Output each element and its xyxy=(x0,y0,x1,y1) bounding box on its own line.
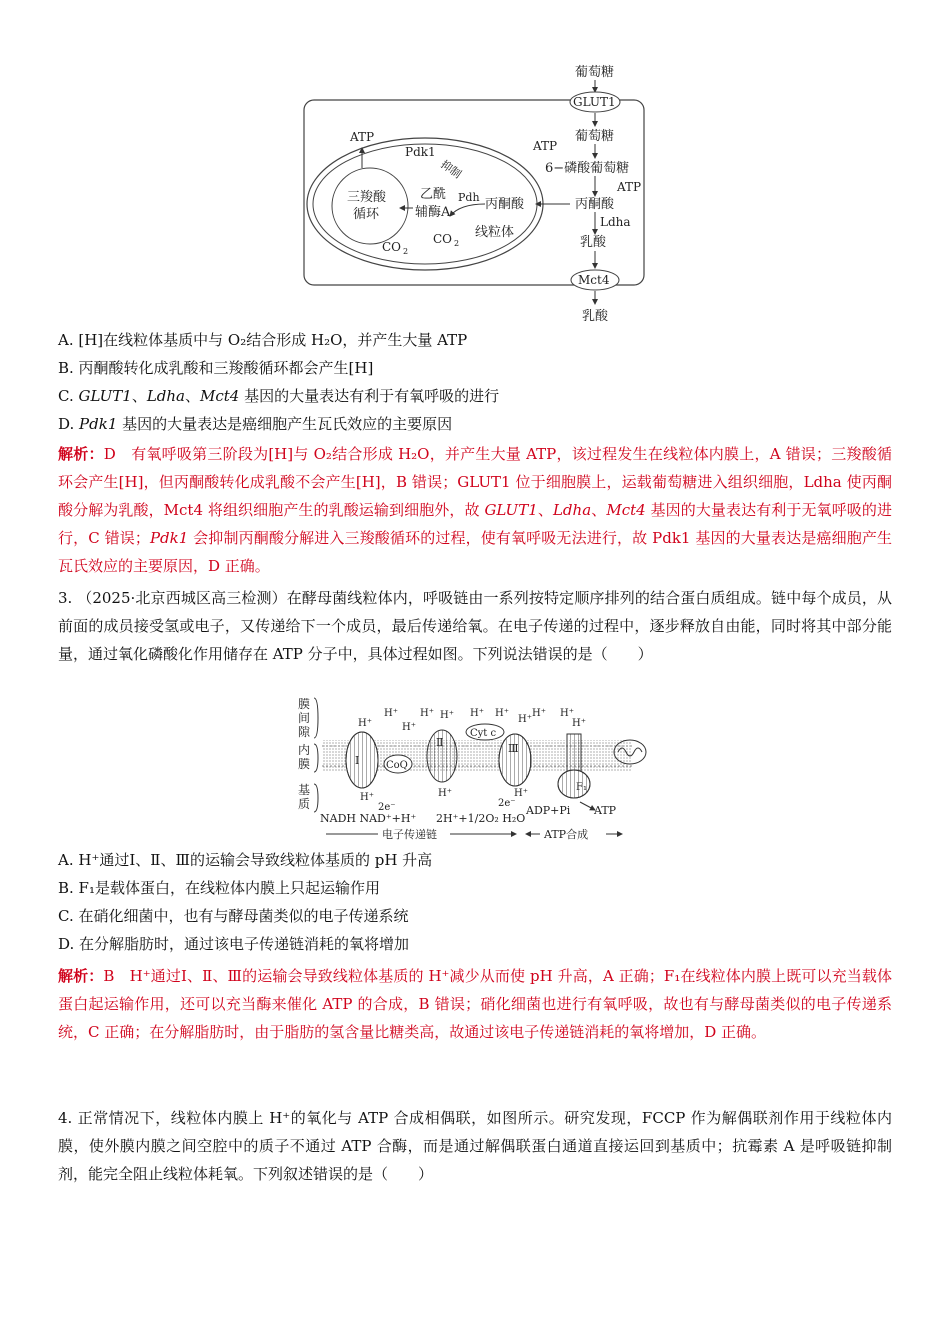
atp-produced: ATP xyxy=(617,180,642,194)
acetyl-line1: 乙酰 xyxy=(420,187,447,202)
q3-stem: 3. （2025·北京西城区高三检测）在酵母菌线粒体内，呼吸链由一系列按特定顺序排列的结合蛋白质组成。链中每个成员，从前面的成员接受氢或电子，又传递给下一个成员，最后传递给氧。在电子传递的过程中，逐步释放自由能，同时将其中部分能量，通过氧化磷酸化作用储存在 ATP 分子中，具体过程如图。下列说法错误的是（ ） xyxy=(58,589,892,663)
h-5: H⁺ xyxy=(440,710,454,721)
q4-stem: 4. 正常情况下，线粒体内膜上 H⁺的氧化与 ATP 合成相偶联，如图所示。研究发现，FCCP 作为解偶联剂作用于线粒体内膜，使外膜内膜之间空腔中的质子不通过 ATP 合酶，而是通过解偶联蛋白通道直接运回到基质中；抗霉素 A 是呼吸链抑制剂，能完全阻止线粒体耗氧。下列叙述错误的是（ ） xyxy=(58,1109,892,1183)
complex-I-label: Ⅰ xyxy=(355,754,360,767)
e-label-1: 2e⁻ xyxy=(378,802,396,813)
co2-tca: CO xyxy=(382,240,402,254)
atp-tca: ATP xyxy=(350,130,375,144)
tca-cycle-circle xyxy=(332,168,408,244)
label-inner-2: 膜 xyxy=(298,757,311,771)
glucose-in: 葡萄糖 xyxy=(575,129,615,144)
h-2: H⁺ xyxy=(384,708,398,719)
pyruvate-mito: 丙酮酸 xyxy=(485,197,525,212)
tca-line1: 三羧酸 xyxy=(347,190,387,205)
e-label-2: 2e⁻ xyxy=(498,798,516,809)
g6p-label: 6−磷酸葡萄糖 xyxy=(545,161,630,176)
etc-label: 电子传递链 xyxy=(382,828,437,841)
lactate-in: 乳酸 xyxy=(580,235,607,250)
co2-pdh-sub: 2 xyxy=(454,239,460,248)
f1-label: F₁ xyxy=(576,782,587,793)
label-ims-1: 膜 xyxy=(298,697,311,711)
etc-svg xyxy=(290,694,660,844)
label-matrix-2: 质 xyxy=(298,797,311,811)
h-1: H⁺ xyxy=(358,718,372,729)
mct4-label: Mct4 xyxy=(578,273,610,287)
q3-option-d: D. 在分解脂肪时，通过该电子传递链消耗的氧将增加 xyxy=(58,935,410,953)
label-ims-2: 间 xyxy=(298,711,311,725)
q2-option-a: A. [H]在线粒体基质中与 O₂结合形成 H₂O，并产生大量 ATP xyxy=(58,331,468,349)
lactate-out: 乳酸 xyxy=(582,309,609,324)
h-7: H⁺ xyxy=(495,708,509,719)
atp-label: ATP xyxy=(594,804,617,817)
label-inner-1: 内 xyxy=(298,743,311,757)
complex-II-label: Ⅱ xyxy=(436,736,444,749)
h-10: H⁺ xyxy=(560,708,574,719)
h-9: H⁺ xyxy=(532,708,546,719)
acetyl-line2: 辅酶A xyxy=(415,205,451,220)
q3-option-c: C. 在硝化细菌中，也有与酵母菌类似的电子传递系统 xyxy=(58,907,409,925)
inhibit-label: 抑制 xyxy=(438,157,464,182)
atp-synthase-f0 xyxy=(567,734,581,772)
glut1-label: GLUT1 xyxy=(573,95,616,109)
glucose-top: 葡萄糖 xyxy=(575,65,615,80)
h-8: H⁺ xyxy=(518,714,532,725)
q2-option-d: D. Pdk1 基因的大量表达是癌细胞产生瓦氏效应的主要原因 xyxy=(58,415,453,433)
cyt-c-label: Cyt c xyxy=(470,728,497,739)
q3-answer: 解析：B H⁺通过Ⅰ、Ⅱ、Ⅲ的运输会导致线粒体基质的 H⁺减少从而使 pH 升高，A 正确；F₁在线粒体内膜上既可以充当载体蛋白起运输作用，还可以充当酶来催化 ATP 的合成，B 错误；硝化细菌也进行有氧呼吸，故也有与酵母菌类似的电子传递系统，C 正确；在分解脂肪时，由于脂肪的氢含量比糖类高，故通过该电子传递链消耗的氧将增加，D 正确。 xyxy=(58,967,892,1041)
coq-label: CoQ xyxy=(386,760,408,771)
q2-answer: 解析：D 有氧呼吸第三阶段为[H]与 O₂结合形成 H₂O，并产生大量 ATP，该过程发生在线粒体内膜上，A 错误；三羧酸循环会产生[H]，但丙酮酸转化成乳酸不会产生[H]，B 错误；GLUT1 位于细胞膜上，运载葡萄糖进入组织细胞，Ldha 使丙酮酸分解为乳酸，Mct4 将组织细胞产生的乳酸运输到细胞外，故 GLUT1、Ldha、Mct4 基因的大量表达有利于无氧呼吸的进行，C 错误；Pdk1 会抑制丙酮酸分解进入三羧酸循环的过程，使有氧呼吸无法进行，故 Pdk1 基因的大量表达是癌细胞产生瓦氏效应的主要原因，D 正确。 xyxy=(58,445,893,575)
q3-option-b: B. F₁是载体蛋白，在线粒体内膜上只起运输作用 xyxy=(58,879,380,897)
label-ims-3: 隙 xyxy=(298,725,311,739)
atp-synthesis-label: ATP合成 xyxy=(544,828,589,841)
ldha-label: Ldha xyxy=(600,215,631,229)
pdk1-label: Pdk1 xyxy=(405,145,436,159)
mito-label: 线粒体 xyxy=(475,225,515,240)
tca-line2: 循环 xyxy=(353,207,380,222)
h-m3: H⁺ xyxy=(514,788,528,799)
h-11: H⁺ xyxy=(572,718,586,729)
complex-III-label: Ⅲ xyxy=(508,742,519,755)
atp-consumed: ATP xyxy=(533,139,558,153)
q2-option-b: B. 丙酮酸转化成乳酸和三羧酸循环都会产生[H] xyxy=(58,359,374,377)
h-m1: H⁺ xyxy=(360,792,374,803)
pdh-label: Pdh xyxy=(458,191,480,204)
adp-label: ADP+Pi xyxy=(526,804,571,817)
glycolysis-diagram xyxy=(300,58,650,328)
h-3: H⁺ xyxy=(402,722,416,733)
co2-tca-sub: 2 xyxy=(403,247,409,256)
nadh-label: NADH NAD⁺+H⁺ xyxy=(320,812,417,825)
q2-option-c: C. GLUT1、Ldha、Mct4 基因的大量表达有利于有氧呼吸的进行 xyxy=(58,387,500,405)
q3-option-a: A. H⁺通过Ⅰ、Ⅱ、Ⅲ的运输会导致线粒体基质的 pH 升高 xyxy=(58,851,433,869)
glycolysis-svg xyxy=(300,58,650,328)
h-4: H⁺ xyxy=(420,708,434,719)
o2-label: 2H⁺+1/2O₂ H₂O xyxy=(436,812,526,825)
pyruvate-cyto: 丙酮酸 xyxy=(575,197,615,212)
h-m2: H⁺ xyxy=(438,788,452,799)
label-matrix-1: 基 xyxy=(298,783,311,797)
co2-pdh: CO xyxy=(433,232,453,246)
h-6: H⁺ xyxy=(470,708,484,719)
electron-transport-diagram xyxy=(290,694,660,844)
